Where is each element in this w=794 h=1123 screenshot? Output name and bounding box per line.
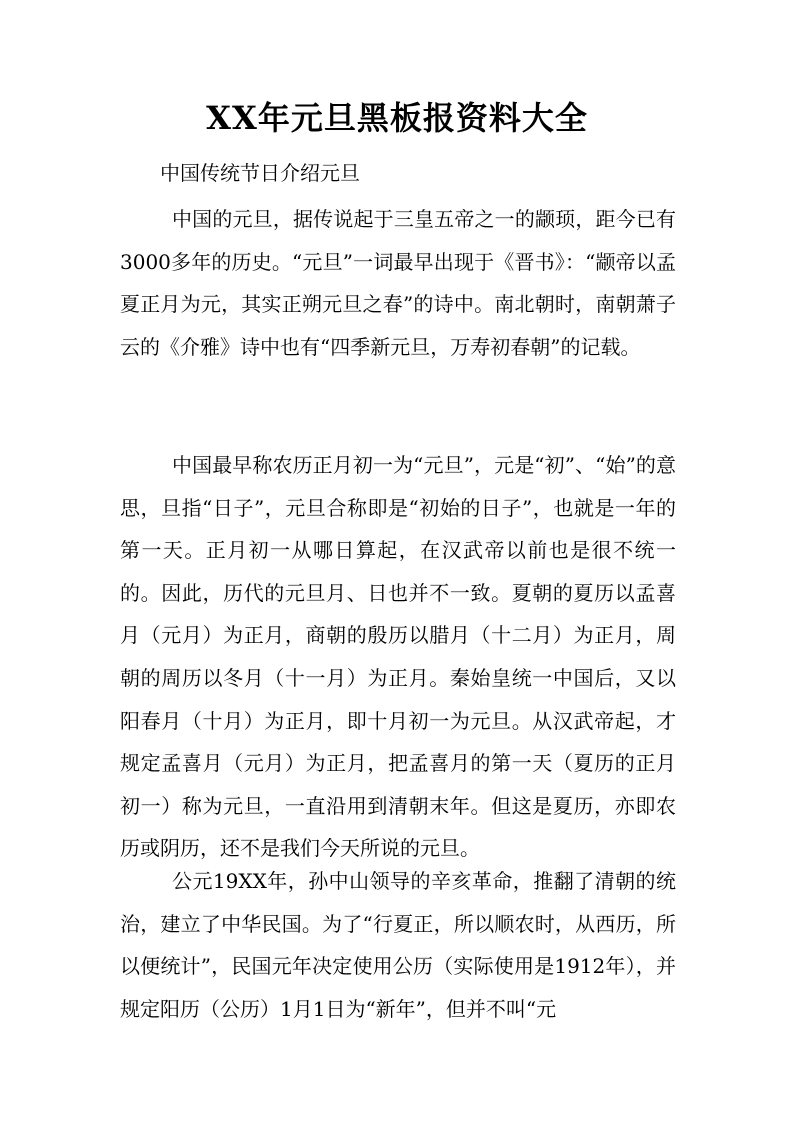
document-subtitle: 中国传统节日介绍元旦 <box>160 161 360 185</box>
paragraph-republic: 公元19XX年，孙中山领导的辛亥革命，推翻了清朝的统治，建立了中华民国。为了“行夏正，所以顺农时，从西历，所以便统计”，民国元年决定使用公历（实际使用是1912年），并规定阳历（公历）1月1日为“新年”，但并不叫“元 <box>120 869 676 1021</box>
paragraph-history: 中国最早称农历正月初一为“元旦”，元是“初”、“始”的意思，旦指“日子”，元旦合称即是“初始的日子”，也就是一年的第一天。正月初一从哪日算起，在汉武帝以前也是很不统一的。因此，历代的元旦月、日也并不一致。夏朝的夏历以孟喜月（元月）为正月，商朝的殷历以腊月（十二月）为正月，周朝的周历以冬月（十一月）为正月。秦始皇统一中国后，又以阳春月（十月）为正月，即十月初一为元旦。从汉武帝起，才规定孟喜月（元月）为正月，把孟喜月的第一天（夏历的正月初一）称为元旦，一直沿用到清朝末年。但这是夏历，亦即农历或阴历，还不是我们今天所说的元旦。 <box>120 453 676 861</box>
paragraph-origin: 中国的元旦，据传说起于三皇五帝之一的颛顼，距今已有3000多年的历史。“元旦”一词最早出现于《晋书》：“颛帝以孟夏正月为元，其实正朔元旦之春”的诗中。南北朝时，南朝萧子云的《介雅》诗中也有“四季新元旦，万寿初春朝”的记载。 <box>120 207 676 359</box>
document-title: XX年元旦黑板报资料大全 <box>206 99 588 137</box>
